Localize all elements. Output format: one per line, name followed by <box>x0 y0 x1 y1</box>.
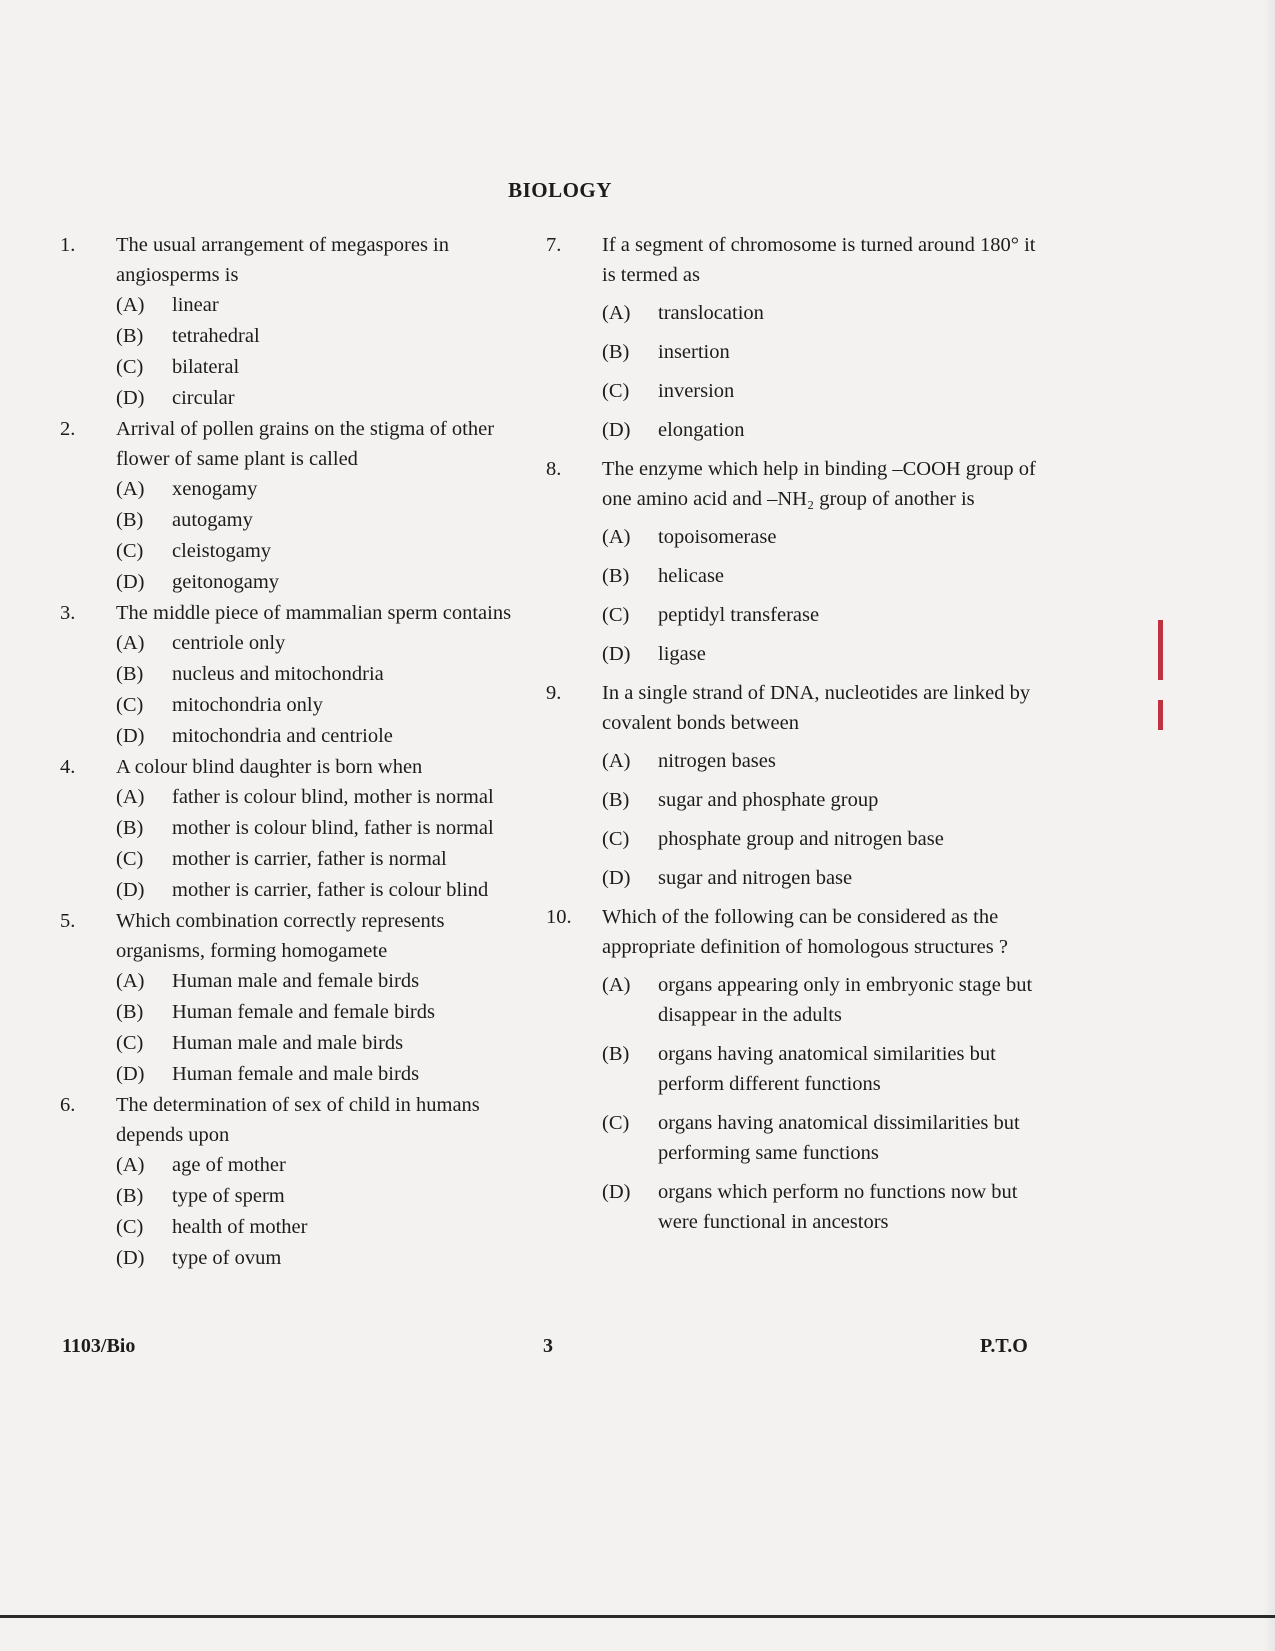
question-number: 3. <box>60 602 76 624</box>
answer-option <box>546 863 1046 893</box>
option-label: (C) <box>116 1032 144 1054</box>
option-label: (A) <box>116 1154 145 1176</box>
option-text: centriole only <box>172 632 286 654</box>
option-label: (C) <box>602 1112 630 1134</box>
question <box>546 678 1046 738</box>
question <box>60 230 530 290</box>
answer-option <box>60 782 530 813</box>
option-label: (C) <box>602 380 630 402</box>
question-number: 4. <box>60 756 76 778</box>
answer-option <box>546 824 1046 854</box>
answer-option <box>60 290 530 321</box>
answer-option <box>546 522 1046 552</box>
answer-option <box>60 997 530 1028</box>
question-number: 9. <box>546 682 562 704</box>
option-text: linear <box>172 294 219 316</box>
option-text: health of mother <box>172 1216 308 1238</box>
option-text: organs appearing only in embryonic stage but disappear in the adults <box>658 974 1033 1026</box>
option-text: Human female and female birds <box>172 1001 435 1023</box>
page-number: 3 <box>543 1335 553 1357</box>
option-label: (B) <box>602 341 630 363</box>
answer-option <box>60 1059 530 1090</box>
option-label: (B) <box>602 565 630 587</box>
question-number: 7. <box>546 234 562 256</box>
question <box>60 752 530 782</box>
option-label: (C) <box>116 694 144 716</box>
option-text: bilateral <box>172 356 240 378</box>
option-label: (B) <box>116 325 144 347</box>
answer-option <box>546 415 1046 445</box>
option-label: (B) <box>116 509 144 531</box>
option-label: (B) <box>116 663 144 685</box>
option-label: (D) <box>116 1247 145 1269</box>
left-column <box>60 230 530 1274</box>
answer-option <box>546 746 1046 776</box>
answer-option <box>546 561 1046 591</box>
option-text: mitochondria and centriole <box>172 725 393 747</box>
answer-option <box>60 690 530 721</box>
answer-option <box>60 1150 530 1181</box>
answer-option <box>546 337 1046 367</box>
answer-option <box>546 1108 1046 1168</box>
option-text: elongation <box>658 419 745 441</box>
option-text: mother is carrier, father is colour blind <box>172 879 489 901</box>
answer-option <box>60 966 530 997</box>
option-label: (B) <box>116 1185 144 1207</box>
scan-edge <box>1263 0 1275 1651</box>
option-label: (D) <box>116 387 145 409</box>
option-text: topoisomerase <box>658 526 777 548</box>
question-number: 8. <box>546 458 562 480</box>
answer-option <box>546 298 1046 328</box>
option-label: (B) <box>602 789 630 811</box>
right-column <box>546 230 1046 1246</box>
question-text: The middle piece of mammalian sperm contains <box>116 602 512 624</box>
option-label: (A) <box>602 526 631 548</box>
question-text: A colour blind daughter is born when <box>116 756 423 778</box>
pto-label: P.T.O <box>980 1335 1028 1357</box>
question <box>546 902 1046 962</box>
option-label: (C) <box>116 1216 144 1238</box>
question-number: 2. <box>60 418 76 440</box>
question-number: 10. <box>546 906 572 928</box>
red-margin-mark <box>1158 620 1163 680</box>
answer-option <box>60 1181 530 1212</box>
option-text: circular <box>172 387 235 409</box>
option-label: (D) <box>602 1181 631 1203</box>
question <box>60 906 530 966</box>
question <box>546 230 1046 290</box>
option-label: (A) <box>116 970 145 992</box>
answer-option <box>546 785 1046 815</box>
option-label: (C) <box>116 848 144 870</box>
answer-option <box>60 1028 530 1059</box>
answer-option <box>546 600 1046 630</box>
option-text: peptidyl transferase <box>658 604 820 626</box>
option-text: mother is carrier, father is normal <box>172 848 447 870</box>
option-label: (B) <box>602 1043 630 1065</box>
option-text: geitonogamy <box>172 571 280 593</box>
question-text: In a single strand of DNA, nucleotides are linked by covalent bonds between <box>602 682 1031 734</box>
answer-option <box>546 639 1046 669</box>
answer-option <box>60 536 530 567</box>
question-number: 5. <box>60 910 76 932</box>
page-title: BIOLOGY <box>508 178 612 202</box>
option-text: sugar and nitrogen base <box>658 867 853 889</box>
option-label: (A) <box>116 632 145 654</box>
answer-option <box>60 321 530 352</box>
option-text: nitrogen bases <box>658 750 776 772</box>
paper-code: 1103/Bio <box>62 1335 136 1357</box>
option-text: mitochondria only <box>172 694 323 716</box>
option-text: nucleus and mitochondria <box>172 663 384 685</box>
option-text: translocation <box>658 302 764 324</box>
question-text: The usual arrangement of megaspores in angiosperms is <box>116 234 450 286</box>
answer-option <box>60 875 530 906</box>
option-label: (C) <box>602 828 630 850</box>
question-text: Which of the following can be considered as the appropriate definition of homologous structures ? <box>602 906 1008 958</box>
option-text: age of mother <box>172 1154 286 1176</box>
option-text: insertion <box>658 341 730 363</box>
answer-option <box>60 352 530 383</box>
option-label: (D) <box>116 725 145 747</box>
option-text: organs having anatomical dissimilarities but performing same functions <box>658 1112 1020 1164</box>
question-text: The determination of sex of child in humans depends upon <box>116 1094 480 1146</box>
option-label: (D) <box>116 571 145 593</box>
option-label: (A) <box>116 478 145 500</box>
option-text: phosphate group and nitrogen base <box>658 828 944 850</box>
answer-option <box>60 628 530 659</box>
option-label: (D) <box>116 879 145 901</box>
question-number: 6. <box>60 1094 76 1116</box>
answer-option <box>60 567 530 598</box>
option-label: (C) <box>116 356 144 378</box>
red-margin-mark <box>1158 700 1163 730</box>
answer-option <box>546 1039 1046 1099</box>
option-text: father is colour blind, mother is normal <box>172 786 494 808</box>
option-text: Human female and male birds <box>172 1063 420 1085</box>
option-text: xenogamy <box>172 478 258 500</box>
answer-option <box>546 376 1046 406</box>
option-text: type of sperm <box>172 1185 285 1207</box>
option-text: cleistogamy <box>172 540 272 562</box>
option-text: sugar and phosphate group <box>658 789 879 811</box>
answer-option <box>60 383 530 414</box>
answer-option <box>60 844 530 875</box>
question-text: Which combination correctly represents organisms, forming homogamete <box>116 910 445 962</box>
question-text: Arrival of pollen grains on the stigma of other flower of same plant is called <box>116 418 495 470</box>
answer-option <box>546 1177 1046 1237</box>
option-text: mother is colour blind, father is normal <box>172 817 494 839</box>
option-label: (B) <box>116 817 144 839</box>
question <box>60 598 530 628</box>
option-label: (A) <box>602 750 631 772</box>
option-label: (A) <box>116 786 145 808</box>
answer-option <box>60 659 530 690</box>
scan-bottom-line <box>0 1615 1275 1618</box>
option-label: (A) <box>116 294 145 316</box>
option-text: autogamy <box>172 509 253 531</box>
option-label: (D) <box>602 643 631 665</box>
question-text: The enzyme which help in binding –COOH group of one amino acid and –NH₂ group of another is <box>602 458 1036 510</box>
option-label: (D) <box>602 419 631 441</box>
question <box>546 454 1046 514</box>
option-label: (C) <box>116 540 144 562</box>
option-text: Human male and male birds <box>172 1032 404 1054</box>
option-text: inversion <box>658 380 735 402</box>
option-text: organs having anatomical similarities but perform different functions <box>658 1043 996 1095</box>
option-text: helicase <box>658 565 725 587</box>
question-text: If a segment of chromosome is turned around 180° it is termed as <box>602 234 1036 286</box>
answer-option <box>546 970 1046 1030</box>
option-label: (A) <box>602 974 631 996</box>
answer-option <box>60 474 530 505</box>
answer-option <box>60 721 530 752</box>
option-text: type of ovum <box>172 1247 282 1269</box>
option-label: (D) <box>116 1063 145 1085</box>
option-label: (B) <box>116 1001 144 1023</box>
option-text: Human male and female birds <box>172 970 420 992</box>
option-text: organs which perform no functions now but were functional in ancestors <box>658 1181 1018 1233</box>
option-label: (A) <box>602 302 631 324</box>
question-number: 1. <box>60 234 76 256</box>
answer-option <box>60 1212 530 1243</box>
answer-option <box>60 505 530 536</box>
answer-option <box>60 1243 530 1274</box>
question <box>60 414 530 474</box>
option-text: ligase <box>658 643 706 665</box>
option-text: tetrahedral <box>172 325 260 347</box>
option-label: (C) <box>602 604 630 626</box>
answer-option <box>60 813 530 844</box>
question <box>60 1090 530 1150</box>
option-label: (D) <box>602 867 631 889</box>
